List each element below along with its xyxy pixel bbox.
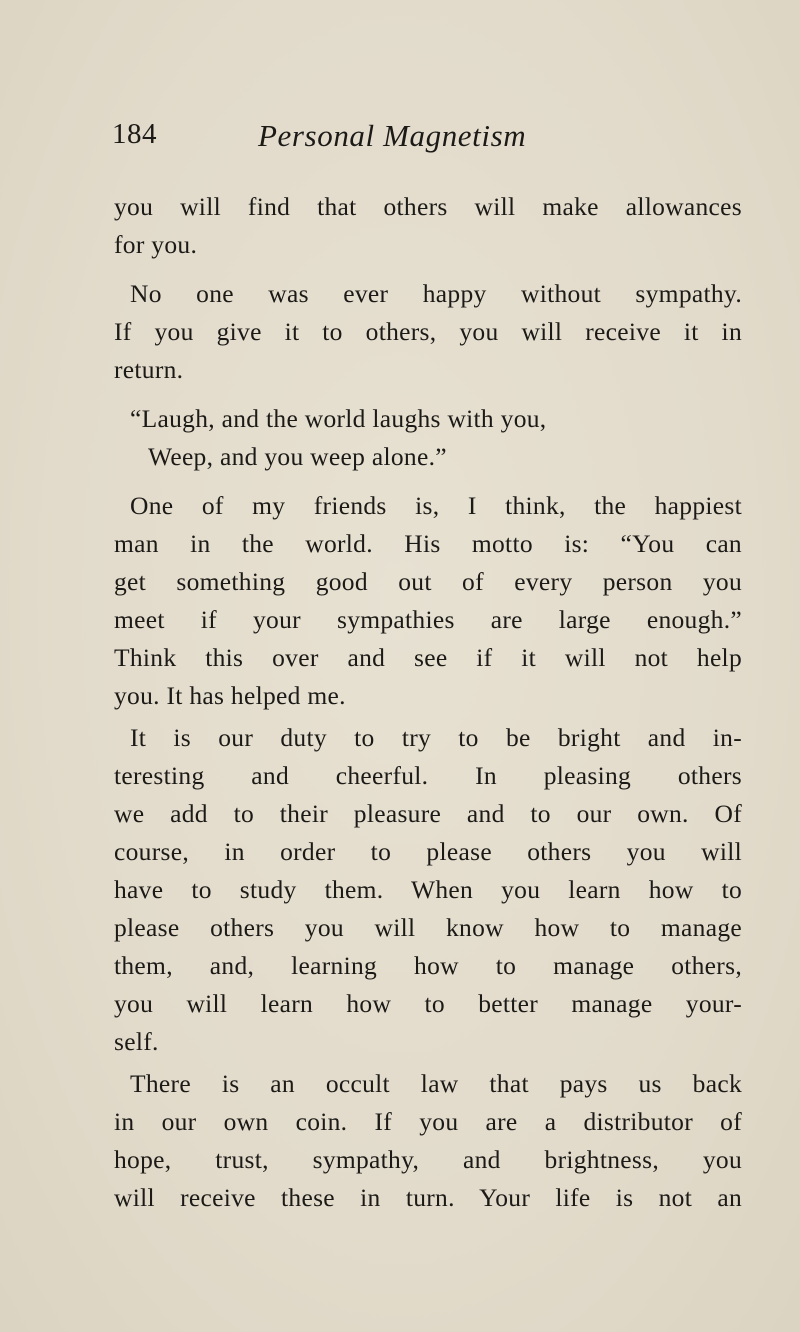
text-line: self. [114, 1027, 159, 1056]
text-line: have to study them. When you learn how to [114, 875, 742, 904]
text-line: them, and, learning how to manage others, [114, 951, 742, 980]
text-line: you will find that others will make allowances [114, 192, 742, 221]
text-line: If you give it to others, you will receive it in [114, 317, 742, 346]
text-line: will receive these in turn. Your life is not an [114, 1183, 742, 1212]
text-line: you will learn how to better manage your- [114, 989, 742, 1018]
running-head [0, 118, 800, 158]
text-line: teresting and cheerful. In pleasing others [114, 761, 742, 790]
text-line: It is our duty to try to be bright and in- [130, 723, 742, 752]
text-line: return. [114, 355, 184, 384]
verse-line: Weep, and you weep alone.” [148, 442, 447, 471]
running-title: Personal Magnetism [258, 118, 527, 153]
paragraph-1 [114, 188, 742, 264]
text-line: get something good out of every person you [114, 567, 742, 596]
text-line: you. It has helped me. [114, 681, 346, 710]
text-line: meet if your sympathies are large enough.” [114, 605, 742, 634]
text-line: hope, trust, sympathy, and brightness, you [114, 1145, 742, 1174]
text-line: No one was ever happy without sympathy. [130, 279, 742, 308]
text-line: course, in order to please others you will [114, 837, 742, 866]
text-line: There is an occult law that pays us back [130, 1069, 742, 1098]
paragraph-5 [114, 1065, 742, 1217]
paragraph-2 [114, 275, 742, 389]
paragraph-4 [114, 719, 742, 1061]
verse-line: “Laugh, and the world laughs with you, [130, 404, 547, 433]
text-line: man in the world. His motto is: “You can [114, 529, 742, 558]
text-line: One of my friends is, I think, the happiest [130, 491, 742, 520]
verse-quotation [114, 400, 742, 476]
text-line: please others you will know how to manage [114, 913, 742, 942]
body-text [114, 188, 742, 1217]
text-line: in our own coin. If you are a distributor of [114, 1107, 742, 1136]
text-line: Think this over and see if it will not help [114, 643, 742, 672]
text-line: for you. [114, 230, 198, 259]
paragraph-3 [114, 487, 742, 715]
text-line: we add to their pleasure and to our own. Of [114, 799, 742, 828]
page-number: 184 [112, 118, 157, 150]
